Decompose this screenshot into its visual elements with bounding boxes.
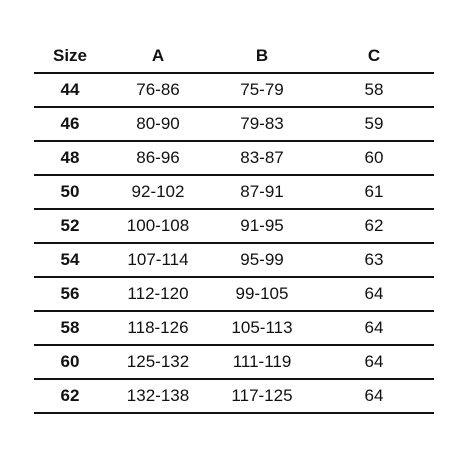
table-row [34, 243, 434, 277]
cell-a: 118-126 [106, 311, 210, 345]
table-row [34, 107, 434, 141]
cell-a: 100-108 [106, 209, 210, 243]
size-chart [34, 40, 434, 414]
table-header [34, 40, 434, 73]
header-b: B [210, 40, 314, 73]
cell-c: 60 [314, 141, 434, 175]
cell-c: 64 [314, 311, 434, 345]
cell-b: 75-79 [210, 73, 314, 107]
table-row [34, 345, 434, 379]
cell-c: 64 [314, 277, 434, 311]
cell-b: 79-83 [210, 107, 314, 141]
cell-b: 91-95 [210, 209, 314, 243]
cell-b: 117-125 [210, 379, 314, 413]
table-row [34, 175, 434, 209]
cell-a: 132-138 [106, 379, 210, 413]
cell-c: 64 [314, 345, 434, 379]
table-row [34, 141, 434, 175]
cell-size: 48 [34, 141, 106, 175]
cell-a: 112-120 [106, 277, 210, 311]
cell-b: 105-113 [210, 311, 314, 345]
cell-size: 58 [34, 311, 106, 345]
table-row [34, 73, 434, 107]
table-row [34, 209, 434, 243]
size-table [34, 40, 434, 414]
header-c: C [314, 40, 434, 73]
table-row [34, 311, 434, 345]
cell-a: 125-132 [106, 345, 210, 379]
table-row [34, 277, 434, 311]
cell-b: 111-119 [210, 345, 314, 379]
header-size: Size [34, 40, 106, 73]
cell-size: 56 [34, 277, 106, 311]
cell-size: 52 [34, 209, 106, 243]
table-body [34, 73, 434, 413]
cell-size: 54 [34, 243, 106, 277]
header-a: A [106, 40, 210, 73]
cell-a: 107-114 [106, 243, 210, 277]
table-row [34, 379, 434, 413]
cell-a: 86-96 [106, 141, 210, 175]
cell-a: 80-90 [106, 107, 210, 141]
cell-c: 58 [314, 73, 434, 107]
cell-size: 62 [34, 379, 106, 413]
cell-size: 50 [34, 175, 106, 209]
cell-c: 59 [314, 107, 434, 141]
cell-b: 99-105 [210, 277, 314, 311]
cell-size: 46 [34, 107, 106, 141]
cell-size: 60 [34, 345, 106, 379]
header-row [34, 40, 434, 73]
cell-b: 87-91 [210, 175, 314, 209]
cell-b: 83-87 [210, 141, 314, 175]
cell-c: 61 [314, 175, 434, 209]
cell-size: 44 [34, 73, 106, 107]
cell-a: 92-102 [106, 175, 210, 209]
cell-c: 63 [314, 243, 434, 277]
cell-a: 76-86 [106, 73, 210, 107]
cell-c: 64 [314, 379, 434, 413]
cell-b: 95-99 [210, 243, 314, 277]
cell-c: 62 [314, 209, 434, 243]
